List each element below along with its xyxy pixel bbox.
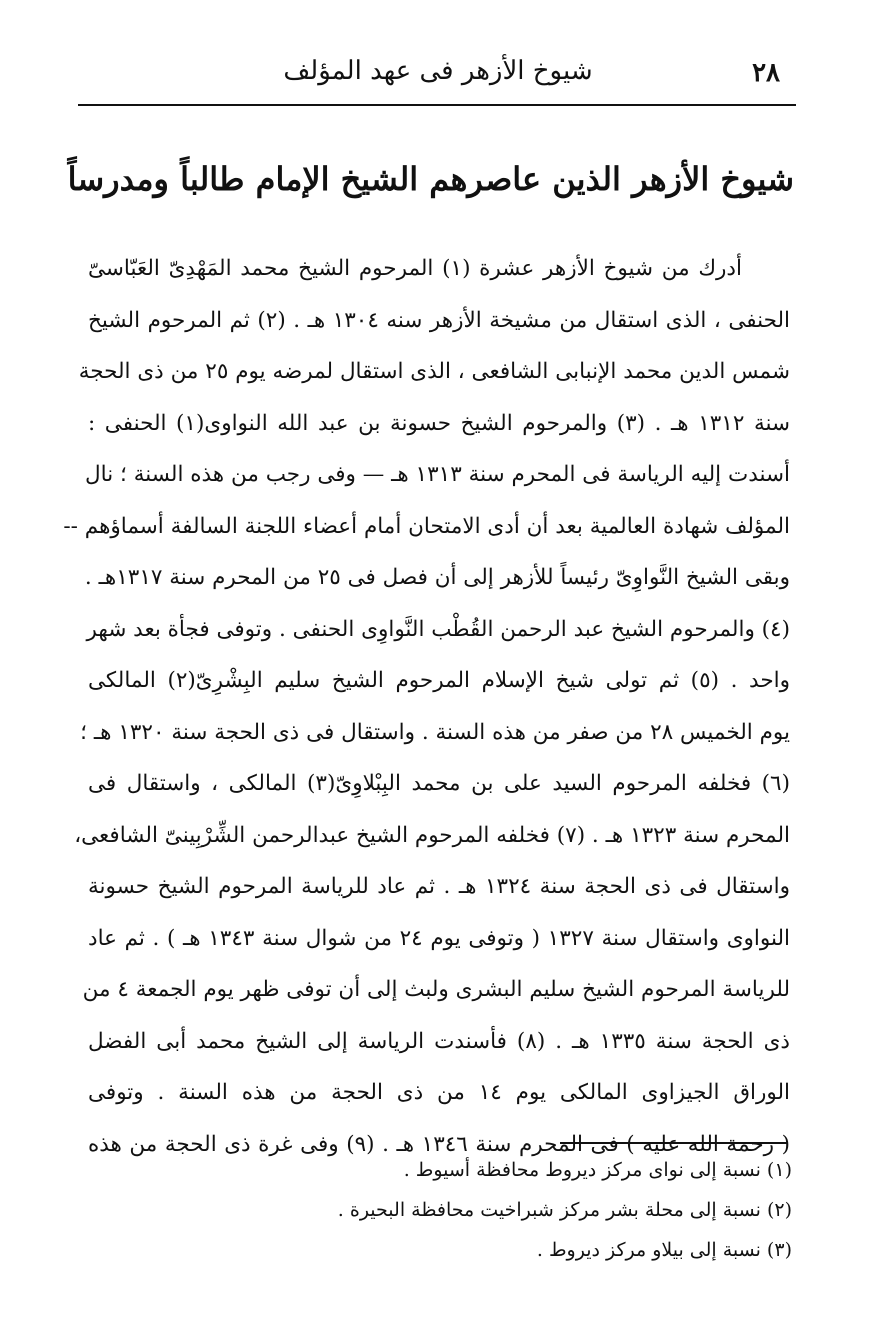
body-line: المؤلف شهادة العالمية بعد أن أدى الامتحان أمام أعضاء اللجنة السالفة أسماؤهم -- xyxy=(63,513,790,539)
body-line: يوم الخميس ٢٨ من صفر من هذه السنة . واستقال فى ذى الحجة سنة ١٣٢٠ هـ ؛ xyxy=(80,719,790,745)
body-line: أدرك من شيوخ الأزهر عشرة (١) المرحوم الشيخ محمد المَهْدِىّ العَبّاسىّ xyxy=(88,256,742,281)
running-title: شيوخ الأزهر فى عهد المؤلف xyxy=(283,56,593,86)
body-line: واحد . (٥) ثم تولى شيخ الإسلام المرحوم الشيخ سليم البِشْرِىّ(٢) المالكى xyxy=(88,668,790,693)
footnote: (٣) نسبة إلى بيلاو مركز ديروط . xyxy=(536,1239,792,1261)
footnote-separator xyxy=(560,1142,788,1144)
body-line: واستقال فى ذى الحجة سنة ١٣٢٤ هـ . ثم عاد للرياسة المرحوم الشيخ حسونة xyxy=(88,874,791,899)
body-line: شمس الدين محمد الإنبابى الشافعى ، الذى استقال لمرضه يوم ٢٥ من ذى الحجة xyxy=(78,359,790,384)
running-header xyxy=(78,48,796,106)
body-line: أسندت إليه الرياسة فى المحرم سنة ١٣١٣ هـ — وفى رجب من هذه السنة ؛ نال xyxy=(85,462,790,487)
body-line: الوراق الجيزاوى المالكى يوم ١٤ من ذى الحجة من هذه السنة . وتوفى xyxy=(88,1080,790,1105)
footnotes xyxy=(200,1150,792,1270)
footnote: (١) نسبة إلى نواى مركز ديروط محافظة أسيوط . xyxy=(403,1159,792,1181)
section-heading: شيوخ الأزهر الذين عاصرهم الشيخ الإمام طالباً ومدرساً xyxy=(67,160,794,198)
body-line: الحنفى ، الذى استقال من مشيخة الأزهر سنه ١٣٠٤ هـ . (٢) ثم المرحوم الشيخ xyxy=(88,307,790,333)
body-line: المحرم سنة ١٣٢٣ هـ . (٧) فخلفه المرحوم الشيخ عبدالرحمن الشِّرْبِينىّ الشافعى، xyxy=(74,822,790,848)
body-line: النواوى واستقال سنة ١٣٢٧ ( وتوفى يوم ٢٤ من شوال سنة ١٣٤٣ هـ ) . ثم عاد xyxy=(88,925,790,951)
page-number: ٢٨ xyxy=(752,58,780,88)
body-line: وبقى الشيخ النَّواوِىّ رئيساً للأزهر إلى أن فصل فى ٢٥ من المحرم سنة ١٣١٧هـ . xyxy=(84,565,790,590)
body-line: (٦) فخلفه المرحوم السيد على بن محمد البِبْلاوِىّ(٣) المالكى ، واستقال فى xyxy=(88,771,790,796)
footnote: (٢) نسبة إلى محلة بشر مركز شبراخيت محافظة البحيرة . xyxy=(337,1199,792,1221)
body-line: ذى الحجة سنة ١٣٣٥ هـ . (٨) فأسندت الرياسة إلى الشيخ محمد أبى الفضل xyxy=(88,1028,790,1054)
body-line: ( رحمة الله عليه ) فى المحرم سنة ١٣٤٦ هـ . (٩) وفى غرة ذى الحجة من هذه xyxy=(88,1131,790,1157)
body-text xyxy=(63,245,791,1172)
body-line: سنة ١٣١٢ هـ . (٣) والمرحوم الشيخ حسونة بن عبد الله النواوى(١) الحنفى : xyxy=(88,410,790,436)
body-line: للرياسة المرحوم الشيخ سليم البشرى ولبث إلى أن توفى ظهر يوم الجمعة ٤ من xyxy=(82,977,790,1002)
body-line: (٤) والمرحوم الشيخ عبد الرحمن القُطْب النَّواوِى الحنفى . وتوفى فجأة بعد شهر xyxy=(86,616,790,642)
